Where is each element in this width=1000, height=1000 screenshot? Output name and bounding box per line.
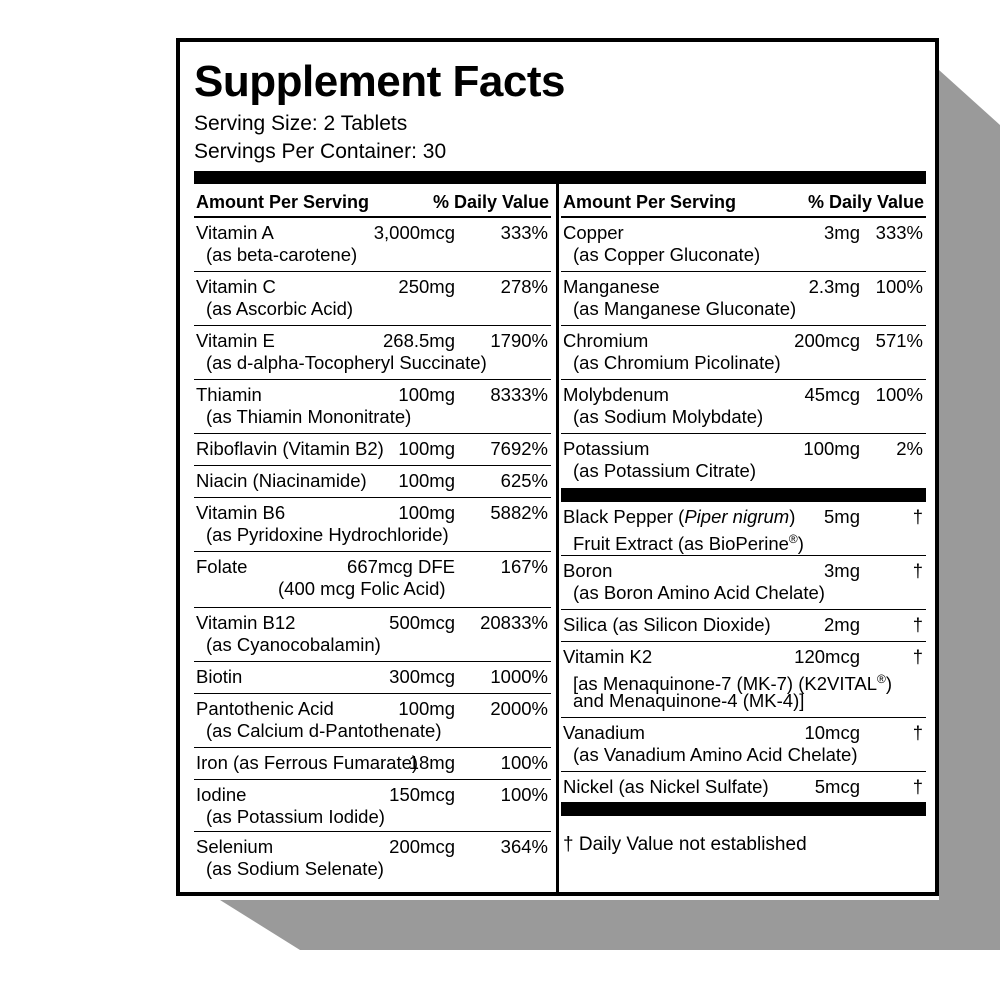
nutrient-row: Iodine 150mcg 100% (as Potassium Iodide): [194, 780, 551, 832]
right-header: [561, 184, 926, 218]
nutrient-row: Biotin 300mcg 1000%: [194, 662, 551, 694]
ingredient-row-boron: Boron 3mg † (as Boron Amino Acid Chelate): [561, 556, 926, 610]
ingredient-row-black-pepper: Black Pepper (Piper nigrum) 5mg † Fruit Extract (as BioPerine®): [561, 502, 926, 556]
dagger-mark: †: [912, 776, 923, 797]
ingredient-row-nickel: Nickel (as Nickel Sulfate) 5mcg †: [563, 776, 923, 797]
thick-divider: [194, 171, 926, 184]
footnote: † Daily Value not established: [563, 834, 807, 855]
ingredient-row-silica: Silica (as Silicon Dioxide) 2mg †: [561, 610, 926, 642]
nutrient-row: Niacin (Niacinamide) 100mg 625%: [194, 466, 551, 498]
nutrient-row: Vitamin E 268.5mg 1790% (as d-alpha-Tocopheryl Succinate): [194, 326, 551, 380]
mineral-row: Copper 3mg 333% (as Copper Gluconate): [561, 218, 926, 272]
section-divider: [561, 488, 926, 502]
nutrient-row: Riboflavin (Vitamin B2) 100mg 7692%: [194, 434, 551, 466]
nutrient-row: Selenium 200mcg 364% (as Sodium Selenate): [196, 836, 548, 879]
supplement-facts-panel: [176, 38, 939, 896]
dagger-mark: †: [912, 722, 923, 743]
left-header: [194, 184, 551, 218]
dv-header: % Daily Value: [432, 192, 549, 212]
left-column: [194, 184, 551, 893]
dagger-mark: †: [912, 614, 923, 635]
nutrient-row: Pantothenic Acid 100mg 2000% (as Calcium d-Pantothenate): [194, 694, 551, 748]
amount-header: Amount Per Serving: [196, 192, 370, 212]
serving-size: Serving Size: 2 Tablets: [194, 112, 408, 135]
ingredient-row-vitamin-k2: Vitamin K2 120mcg † [as Menaquinone-7 (MK-7) (K2VITAL®) and Menaquinone-4 (MK-4)]: [561, 642, 926, 718]
amount-header: Amount Per Serving: [563, 192, 737, 212]
mineral-row: Potassium 100mg 2% (as Potassium Citrate): [563, 438, 923, 481]
servings-per-container: Servings Per Container: 30: [194, 140, 447, 163]
section-divider: [561, 802, 926, 816]
right-column: [561, 184, 926, 893]
ingredient-row-vanadium: Vanadium 10mcg † (as Vanadium Amino Acid Chelate): [561, 718, 926, 772]
dagger-mark: †: [912, 646, 923, 667]
nutrient-row: Vitamin B12 500mcg 20833% (as Cyanocobalamin): [194, 608, 551, 662]
mineral-row: Chromium 200mcg 571% (as Chromium Picolinate): [561, 326, 926, 380]
mineral-row: Manganese 2.3mg 100% (as Manganese Gluconate): [561, 272, 926, 326]
nutrient-row: Vitamin B6 100mg 5882% (as Pyridoxine Hydrochloride): [194, 498, 551, 552]
mineral-row: Molybdenum 45mcg 100% (as Sodium Molybdate): [561, 380, 926, 434]
nutrient-row: Vitamin C 250mg 278% (as Ascorbic Acid): [194, 272, 551, 326]
nutrient-row: Vitamin A 3,000mcg 333% (as beta-carotene): [194, 218, 551, 272]
dv-header: % Daily Value: [807, 192, 924, 212]
panel-title: Supplement Facts: [194, 57, 565, 106]
dagger-mark: †: [912, 506, 923, 527]
nutrient-row: Iron (as Ferrous Fumarate) 18mg 100%: [194, 748, 551, 780]
nutrient-row: Thiamin 100mg 8333% (as Thiamin Mononitrate): [194, 380, 551, 434]
dagger-mark: †: [912, 560, 923, 581]
nutrient-row: Folate 667mcg DFE 167% (400 mcg Folic Acid): [194, 552, 551, 608]
column-divider: [556, 184, 559, 893]
